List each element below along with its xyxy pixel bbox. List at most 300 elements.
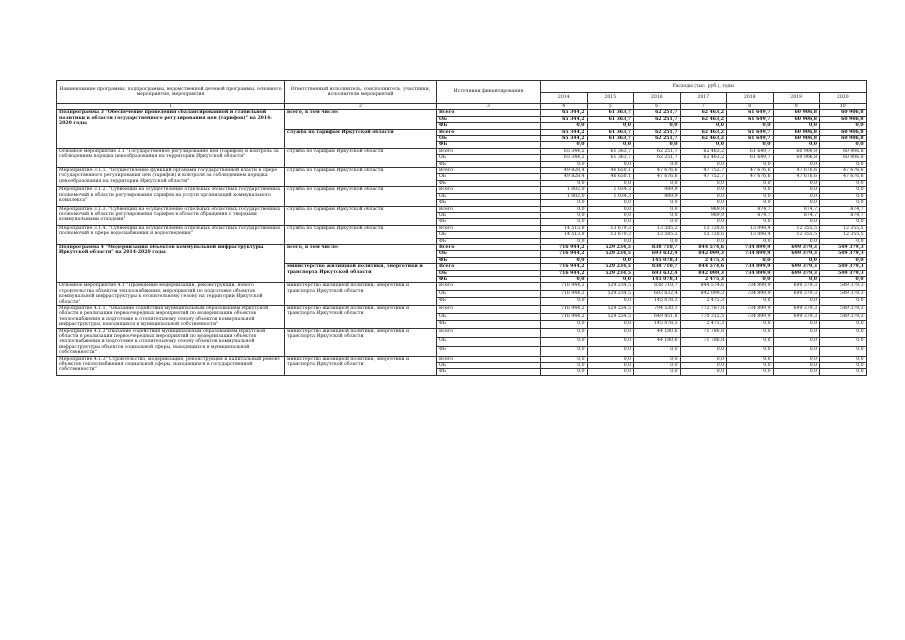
expense-value: 0,0 [680,161,727,167]
expense-value: 529 234,5 [587,283,634,291]
header-year: 2014 [541,92,588,104]
funding-source: Всего [437,264,541,270]
expense-value: 62 251,7 [634,116,681,122]
expense-value: 61 363,7 [587,129,634,135]
expense-value: 47 676,6 [634,168,681,174]
expense-value: 0,0 [541,142,588,148]
header-index: 2 [285,104,437,110]
expense-value: 13 585,2 [634,225,681,231]
expense-value: 734 899,9 [727,264,774,270]
expense-value: 0,0 [680,142,727,148]
expense-value: 772 787,8 [680,306,727,314]
expense-value: 0,0 [541,337,588,346]
expense-value: 0,0 [587,347,634,356]
expense-value: 0,0 [773,180,820,186]
expense-value: 61 363,7 [587,155,634,161]
expense-value: 0,0 [773,363,820,369]
expense-value: 14 513,8 [541,232,588,238]
expense-value: 0,0 [541,238,588,244]
funding-source: ОБ [437,337,541,346]
expense-value: 60 906,8 [773,129,820,135]
header-source: Источники финансирования [437,81,541,104]
expense-value: 60 906,8 [820,155,867,161]
expense-value: 0,0 [727,356,774,362]
expense-value: 13 585,2 [634,232,681,238]
expense-value: 0,0 [773,337,820,346]
expense-value: 0,0 [680,356,727,362]
expense-value: 1 034,3 [587,193,634,199]
expense-value: 874,7 [773,206,820,212]
expense-value: 0,0 [587,276,634,282]
expense-value: 734 899,9 [727,251,774,257]
responsible-executor: всего, в том числе: [285,244,437,263]
expense-value: 71 786,8 [680,328,727,337]
expense-value: 47 676,6 [634,174,681,180]
expense-value: 844 574,6 [680,264,727,270]
expense-value: 61 649,7 [727,148,774,154]
expense-value: 61 649,7 [727,110,774,116]
expense-value: 0,0 [634,347,681,356]
responsible-executor: служба по тарифам Иркутской области [285,225,437,244]
expense-value: 0,0 [773,298,820,306]
expense-value: 838 710,7 [634,264,681,270]
expense-value: 0,0 [727,161,774,167]
expense-value: 0,0 [680,238,727,244]
expense-value: 13 679,3 [587,225,634,231]
header-year: 2018 [727,92,774,104]
expense-value: 0,0 [680,363,727,369]
expense-value: 0,0 [587,356,634,362]
expense-value: 0,0 [773,276,820,282]
expense-value: 49 828,4 [541,168,588,174]
expense-value: 529 234,5 [587,251,634,257]
expense-value: 65 344,2 [541,155,588,161]
funding-source: ФБ [437,180,541,186]
expense-value: 0,0 [820,337,867,346]
program-name: Мероприятие 4.1.2"Оказание содействия муниципальным образованиям Иркутской области в реализации первоочередных мероприятий по модернизации объектов теплоснабжения и подготовке к отопительному сезону объектов коммунальной инфраструктуры объектов социальной сферы, находящихся в муниципальной собственности" [57,328,285,356]
funding-source: Всего [437,206,541,212]
expense-value: 0,0 [634,161,681,167]
expense-value: 0,0 [727,363,774,369]
expense-value: 842 099,3 [680,270,727,276]
expense-value: 734 899,9 [727,283,774,291]
expense-value: 0,0 [727,142,774,148]
funding-source: Всего [437,168,541,174]
funding-source: ОБ [437,193,541,199]
funding-source: ФБ [437,321,541,329]
expense-value: 0,0 [773,257,820,263]
expense-value: 693 632,4 [634,290,681,298]
funding-source: ОБ [437,290,541,298]
expense-value: 0,0 [680,123,727,129]
expense-value: 12 355,5 [773,225,820,231]
expense-value: 0,0 [727,193,774,199]
header-year: 2020 [820,92,867,104]
funding-source: ОБ [437,155,541,161]
expense-value: 1 034,3 [587,187,634,193]
header-expenses: Расходы (тыс. руб.), годы [541,81,867,93]
expense-value: 842 099,3 [680,290,727,298]
funding-source: ФБ [437,123,541,129]
responsible-executor: служба по тарифам Иркутской области [285,129,437,148]
expense-value: 1 002,0 [541,187,588,193]
responsible-executor: министерство жилищной политики, энергетики и транспорта Иркутской области [285,356,437,375]
expense-value: 0,0 [727,219,774,225]
expense-value: 62 463,2 [680,110,727,116]
header-responsible: Ответственный исполнитель, соисполнитель, участники, исполнители мероприятий [285,81,437,104]
funding-source: ОБ [437,116,541,122]
expense-value: 529 234,5 [587,264,634,270]
program-name: Мероприятие 4.1.1. "Оказание содействия муниципальным образованиям Иркутской области в реализации первоочередных мероприятий по модернизации объектов теплоснабжения и подготовке к отопительному сезону объектов коммунальной инфраструктуры, находящихся в муниципальной собственности" [57,306,285,329]
expense-value: 61 363,7 [587,116,634,122]
expense-value: 13 720,6 [680,232,727,238]
expense-value: 13 098,4 [727,232,774,238]
expense-value: 47 676,6 [820,168,867,174]
expense-value: 699 379,3 [773,244,820,250]
expense-value: 0,0 [587,238,634,244]
header-index: 3 [437,104,541,110]
expense-value: 0,0 [634,142,681,148]
expense-value: 0,0 [634,369,681,375]
expense-value: 145 078,3 [634,298,681,306]
expense-value: 0,0 [773,187,820,193]
expense-value: 0,0 [820,187,867,193]
expense-value: 62 463,2 [680,148,727,154]
expense-value: 60 906,8 [773,116,820,122]
expense-value: 0,0 [634,206,681,212]
expense-value: 549 379,3 [820,264,867,270]
expense-value: 0,0 [727,238,774,244]
funding-source: Всего [437,148,541,154]
funding-source: Всего [437,225,541,231]
expense-value: 0,0 [634,219,681,225]
expense-value: 0,0 [727,321,774,329]
expense-value: 0,0 [541,212,588,218]
responsible-executor: служба по тарифам Иркутской области [285,187,437,206]
expense-value: 14 513,8 [541,225,588,231]
expense-value: 529 234,5 [587,290,634,298]
expense-value: 62 251,7 [634,148,681,154]
expense-value: 0,0 [587,180,634,186]
expense-value: 13 720,6 [680,225,727,231]
expense-value: 699 379,3 [773,270,820,276]
expense-value: 0,0 [587,200,634,206]
expense-value: 716 944,2 [541,264,588,270]
expense-value: 0,0 [773,356,820,362]
expense-value: 0,0 [820,161,867,167]
expense-value: 13 098,4 [727,225,774,231]
header-index: 1 [57,104,285,110]
expense-value: 0,0 [634,212,681,218]
funding-source: ФБ [437,142,541,148]
expense-value: 716 944,2 [541,251,588,257]
expense-value: 549 379,3 [820,270,867,276]
expense-value: 0,0 [587,206,634,212]
expense-value: 0,0 [773,200,820,206]
expense-value: 0,0 [634,363,681,369]
expense-value: 874,7 [727,206,774,212]
responsible-executor: министерство жилищной политики, энергетики и транспорта Иркутской области [285,306,437,329]
program-name: Подпрограмма 4 "Модернизация объектов коммунальной инфраструктуры Иркутской области" на 2014-2020 годы [57,244,285,282]
expense-value: 0,0 [541,328,588,337]
expense-value: 2 475,3 [680,276,727,282]
expense-value: 734 899,9 [727,290,774,298]
expense-value: 0,0 [820,298,867,306]
funding-source: ФБ [437,200,541,206]
header-index: 5 [587,104,634,110]
expense-value: 0,0 [820,257,867,263]
expense-value: 0,0 [820,219,867,225]
program-name: Мероприятие 3.1.3. "Субвенции на осуществление отдельных областных государственных полномочий в области регулирования тарифов в области обращения с твердыми коммунальными отходами" [57,206,285,225]
expense-value: 0,0 [727,337,774,346]
expense-value: 693 632,4 [634,251,681,257]
expense-value: 734 899,9 [727,244,774,250]
expense-value: 47 752,7 [680,168,727,174]
expense-value: 145 078,3 [634,276,681,282]
expense-value: 989,9 [680,212,727,218]
expense-value: 46 650,1 [587,174,634,180]
expense-value: 44 180,6 [634,328,681,337]
expense-value: 47 676,6 [820,174,867,180]
expense-value: 0,0 [587,212,634,218]
expense-value: 699 379,3 [773,283,820,291]
funding-source: Всего [437,306,541,314]
expense-value: 0,0 [773,161,820,167]
header-index: 10 [820,104,867,110]
expense-value: 0,0 [587,363,634,369]
expense-value: 0,0 [587,142,634,148]
header-index: 6 [634,104,681,110]
responsible-executor: министерство жилищной политики, энергетики и транспорта Иркутской области [285,264,437,283]
expense-value: 0,0 [820,328,867,337]
expense-value: 46 650,1 [587,168,634,174]
program-name: Подпрограмма 3 "Обеспечение проведения сбалансированной и стабильной политики в области государственного регулирования цен (тарифов)" на 2014-2020 годы [57,110,285,148]
funding-source: ФБ [437,161,541,167]
expense-value: 529 234,5 [587,313,634,321]
expense-value: 0,0 [587,161,634,167]
expense-value: 62 463,2 [680,116,727,122]
expense-value: 0,0 [820,238,867,244]
expense-value: 12 355,5 [820,225,867,231]
expense-value: 0,0 [541,298,588,306]
funding-source: ФБ [437,276,541,282]
expense-value: 0,0 [587,328,634,337]
expense-value: 0,0 [773,238,820,244]
expense-value: 716 944,2 [541,290,588,298]
expense-value: 2 475,3 [680,298,727,306]
table-row [57,328,867,337]
responsible-executor: служба по тарифам Иркутской области [285,206,437,225]
funding-source: ФБ [437,298,541,306]
funding-source: ОБ [437,270,541,276]
expense-value: 0,0 [541,200,588,206]
expense-value: 0,0 [727,328,774,337]
expense-value: 0,0 [820,200,867,206]
program-name: Мероприятие 3.1.2. "Субвенции на осуществление отдельных областных государственных полномочий в области регулирования тарифов на услуги организаций коммунального комплекса" [57,187,285,206]
program-name: Мероприятие 4.1.3" Строительство, модернизация, реконструкция и капитальный ремонт объектов теплоснабжения социальной сферы, находящихся в государственной собственности" [57,356,285,375]
expense-value: 61 649,7 [727,116,774,122]
expense-value: 47 752,7 [680,174,727,180]
expense-value: 60 906,8 [773,110,820,116]
expense-value: 699 379,3 [773,306,820,314]
funding-source: Всего [437,187,541,193]
expense-value: 0,0 [680,180,727,186]
expense-value: 0,0 [634,200,681,206]
expense-value: 549 379,3 [820,290,867,298]
expense-value: 874,7 [820,212,867,218]
expense-value: 734 899,9 [727,313,774,321]
expense-value: 0,0 [727,200,774,206]
expense-value: 0,0 [820,347,867,356]
expense-value: 0,0 [541,321,588,329]
program-name: Основное мероприятие 4.1 "Проведение модернизации, реконструкции, нового строительства объектов теплоснабжения, мероприятий по подготовке объектов коммунальной инфраструктуры к отопительному сезону на территории Иркутской области" [57,283,285,306]
program-name: Мероприятие 3.1.1. "Осуществление функций органами государственной власти в сфере государственного регулирования цен (тарифов) и контроля за соблюдением порядка ценообразования на территории Иркутской области" [57,168,285,187]
expense-value: 529 234,5 [587,270,634,276]
expense-value: 716 944,2 [541,270,588,276]
expense-value: 734 899,9 [727,306,774,314]
expense-value: 699 379,3 [773,313,820,321]
funding-source: Всего [437,328,541,337]
expense-value: 12 355,5 [820,232,867,238]
expense-value: 649 451,8 [634,313,681,321]
expense-value: 734 899,9 [727,270,774,276]
expense-value: 0,0 [820,276,867,282]
funding-source: ФБ [437,347,541,356]
expense-value: 0,0 [587,321,634,329]
expense-value: 0,0 [773,142,820,148]
expense-value: 0,0 [680,193,727,199]
expense-value: 47 676,6 [727,168,774,174]
expense-value: 0,0 [820,356,867,362]
expense-value: 0,0 [820,363,867,369]
expense-value: 0,0 [773,193,820,199]
expense-value: 770 312,5 [680,313,727,321]
expense-value: 60 906,8 [820,136,867,142]
expense-value: 0,0 [634,238,681,244]
expense-value: 47 676,6 [773,168,820,174]
expense-value: 0,0 [541,363,588,369]
funding-source: ФБ [437,369,541,375]
expense-value: 0,0 [541,369,588,375]
expense-value: 0,0 [820,180,867,186]
expense-value: 61 363,7 [587,110,634,116]
header-index: 7 [680,104,727,110]
responsible-executor: министерство жилищной политики, энергетики и транспорта Иркутской области [285,283,437,306]
expense-value: 1 002,0 [541,193,588,199]
expense-value: 71 786,8 [680,337,727,346]
expense-value: 0,0 [587,298,634,306]
expense-value: 0,0 [680,200,727,206]
expense-value: 0,0 [634,123,681,129]
expense-value: 65 344,2 [541,129,588,135]
header-index: 8 [727,104,774,110]
expense-value: 60 906,8 [820,148,867,154]
expense-value: 0,0 [680,347,727,356]
expense-value: 47 676,6 [727,174,774,180]
expense-value: 0,0 [820,142,867,148]
expense-value: 0,0 [541,180,588,186]
expense-value: 0,0 [541,123,588,129]
expense-value: 0,0 [727,123,774,129]
expense-value: 716 944,2 [541,283,588,291]
expense-value: 62 463,2 [680,136,727,142]
expense-value: 44 180,6 [634,337,681,346]
funding-source: ОБ [437,174,541,180]
expense-value: 0,0 [541,161,588,167]
expense-value: 0,0 [773,219,820,225]
expense-value: 844 574,6 [680,244,727,250]
expense-value: 529 234,5 [587,306,634,314]
expense-value: 62 463,2 [680,155,727,161]
expense-value: 0,0 [541,257,588,263]
expense-value: 0,0 [820,369,867,375]
expense-value: 60 906,8 [773,155,820,161]
expense-value: 60 906,8 [820,129,867,135]
expense-value: 874,7 [820,206,867,212]
funding-source: ОБ [437,212,541,218]
header-index: 4 [541,104,588,110]
expense-value: 0,0 [541,206,588,212]
expense-value: 0,0 [727,257,774,263]
expense-value: 0,0 [773,328,820,337]
expense-value: 65 344,2 [541,110,588,116]
funding-source: ОБ [437,313,541,321]
expense-value: 0,0 [773,347,820,356]
expense-value: 989,9 [634,187,681,193]
expense-value: 699 379,3 [773,264,820,270]
expense-value: 693 632,4 [634,270,681,276]
program-name: Мероприятие 3.1.4. "Субвенции на осуществление отдельных областных государственных полномочий в сфере водоснабжения и водоотведения" [57,225,285,244]
funding-source: ФБ [437,257,541,263]
header-name: Наименование программы, подпрограммы, ведомственной целевой программы, основного мероприятия, мероприятия [57,81,285,104]
expense-value: 842 099,3 [680,251,727,257]
expense-value: 549 379,3 [820,306,867,314]
expense-value: 12 355,5 [773,232,820,238]
expense-value: 0,0 [587,369,634,375]
table-row [57,283,867,291]
expense-value: 0,0 [727,180,774,186]
expense-value: 716 944,2 [541,244,588,250]
expense-value: 716 944,2 [541,313,588,321]
expense-value: 844 574,6 [680,283,727,291]
expense-value: 0,0 [587,123,634,129]
expense-value: 0,0 [587,219,634,225]
expense-value: 0,0 [680,219,727,225]
expense-value: 62 251,7 [634,129,681,135]
expense-value: 794 530,1 [634,306,681,314]
expense-value: 65 344,2 [541,148,588,154]
funding-source: ОБ [437,232,541,238]
expense-value: 874,7 [727,212,774,218]
responsible-executor: служба по тарифам Иркутской области [285,148,437,167]
expense-value: 0,0 [727,369,774,375]
expense-value: 60 906,8 [820,116,867,122]
expense-value: 0,0 [820,123,867,129]
expense-value: 0,0 [634,180,681,186]
expense-value: 0,0 [680,187,727,193]
header-year: 2017 [680,92,727,104]
expense-value: 61 649,7 [727,136,774,142]
expense-value: 60 906,8 [773,136,820,142]
expense-value: 989,9 [634,193,681,199]
expense-value: 62 251,7 [634,155,681,161]
expense-value: 549 379,3 [820,251,867,257]
funding-source: ФБ [437,219,541,225]
expense-value: 838 710,7 [634,283,681,291]
expense-value: 0,0 [820,321,867,329]
responsible-executor: всего, в том числе: [285,110,437,129]
expense-value: 13 679,3 [587,232,634,238]
